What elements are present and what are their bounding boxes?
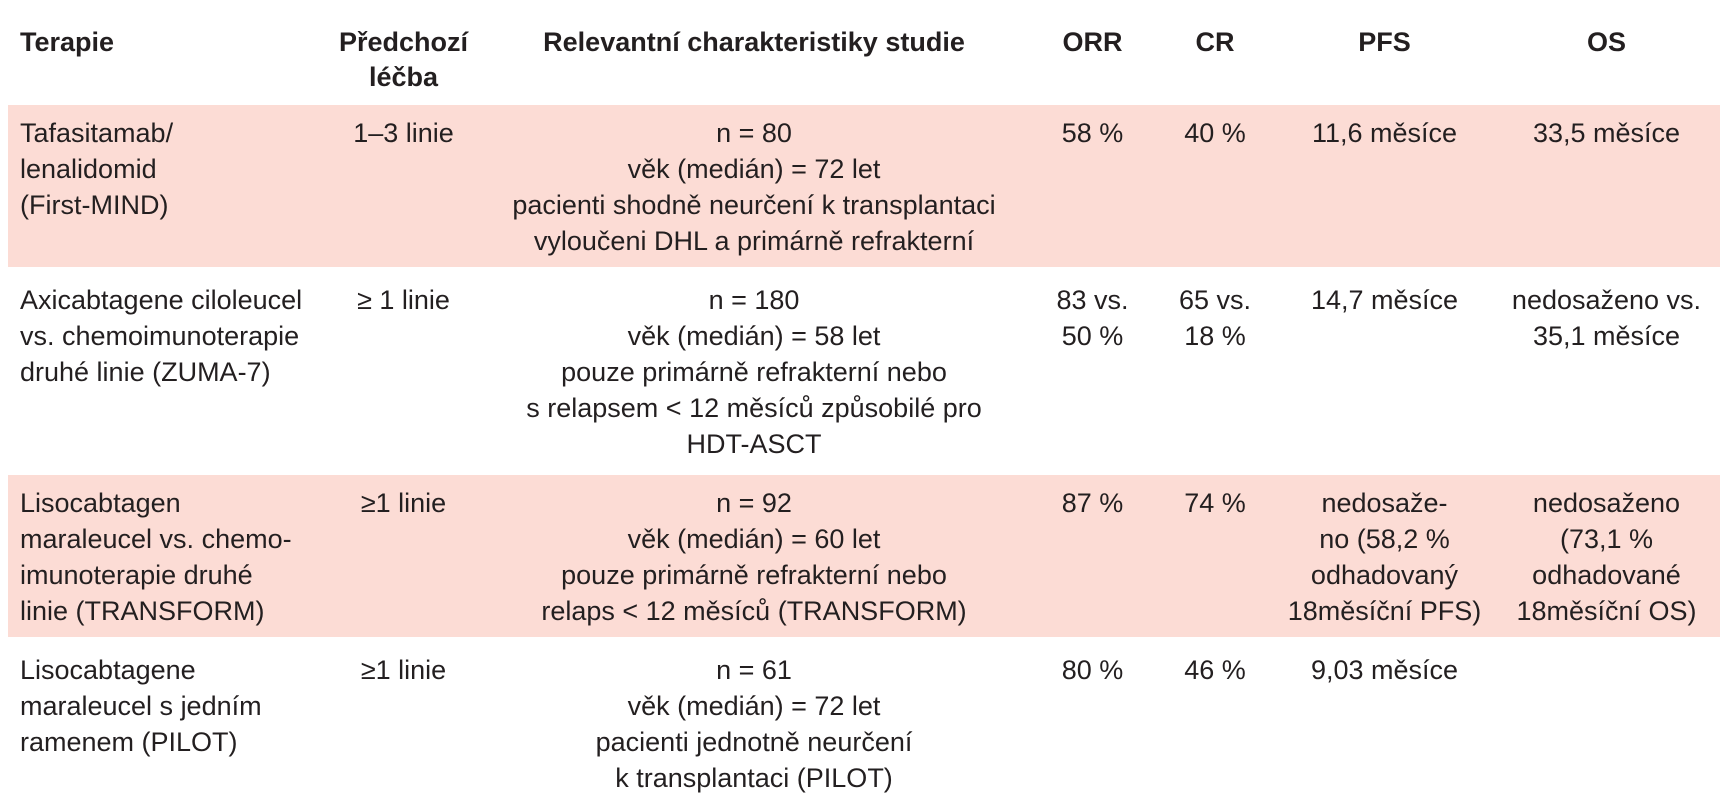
cell-pfs: 11,6 měsíce [1276,105,1493,267]
cell-characteristics: n = 180 věk (medián) = 58 let pouze primárně refrakterní nebo s relapsem < 12 měsíců způsobilé pro HDT-ASCT [477,267,1031,470]
cell-characteristics: n = 80 věk (medián) = 72 let pacienti shodně neurčení k transplantaci vyloučeni DHL a primárně refrakterní [477,105,1031,267]
cell-cr: 74 % [1154,470,1276,637]
header-previous-treatment: Předchozí léčba [330,0,477,105]
table-row [8,470,1720,637]
cell-orr: 80 % [1031,637,1154,804]
cell-previous: ≥1 linie [330,470,477,637]
cell-orr: 87 % [1031,470,1154,637]
cell-therapy: Tafasitamab/ lenalidomid (First-MIND) [8,105,330,267]
cell-characteristics: n = 61 věk (medián) = 72 let pacienti jednotně neurčení k transplantaci (PILOT) [477,637,1031,804]
cell-os: nedosaženo (73,1 % odhadované 18měsíční OS) [1493,470,1720,637]
cell-characteristics: n = 92 věk (medián) = 60 let pouze primárně refrakterní nebo relaps < 12 měsíců (TRANSFORM) [477,470,1031,637]
cell-pfs: nedosaže- no (58,2 % odhadovaný 18měsíční PFS) [1276,470,1493,637]
header-orr: ORR [1031,0,1154,105]
header-cr: CR [1154,0,1276,105]
header-therapy: Terapie [8,0,330,105]
table-row [8,267,1720,470]
comparison-table [8,0,1720,804]
cell-os [1493,637,1720,804]
cell-cr: 40 % [1154,105,1276,267]
header-row [8,0,1720,105]
cell-os: nedosaženo vs. 35,1 měsíce [1493,267,1720,470]
table-row [8,105,1720,267]
cell-orr: 83 vs. 50 % [1031,267,1154,470]
header-characteristics: Relevantní charakteristiky studie [477,0,1031,105]
header-pfs: PFS [1276,0,1493,105]
cell-previous: ≥1 linie [330,637,477,804]
cell-therapy: Axicabtagene ciloleucel vs. chemoimunoterapie druhé linie (ZUMA-7) [8,267,330,470]
cell-previous: 1–3 linie [330,105,477,267]
cell-orr: 58 % [1031,105,1154,267]
cell-previous: ≥ 1 linie [330,267,477,470]
cell-os: 33,5 měsíce [1493,105,1720,267]
cell-cr: 65 vs. 18 % [1154,267,1276,470]
table-row [8,637,1720,804]
cell-therapy: Lisocabtagen maraleucel vs. chemo- imunoterapie druhé linie (TRANSFORM) [8,470,330,637]
cell-pfs: 9,03 měsíce [1276,637,1493,804]
cell-cr: 46 % [1154,637,1276,804]
cell-pfs: 14,7 měsíce [1276,267,1493,470]
header-os: OS [1493,0,1720,105]
cell-therapy: Lisocabtagene maraleucel s jedním ramenem (PILOT) [8,637,330,804]
